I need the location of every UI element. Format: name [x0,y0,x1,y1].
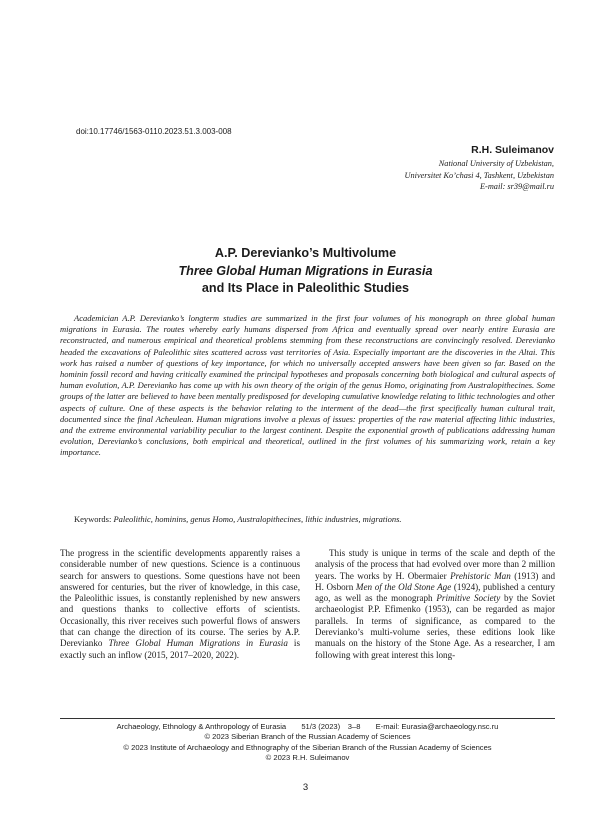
footer [60,722,555,764]
author-affiliation: National University of Uzbekistan, [438,159,554,168]
abstract: Academician A.P. Derevianko’s longterm studies are summarized in the first four volumes of his monograph on three global human migrations in Eurasia. The routes whereby early humans dispersed from Africa and eventually spread over nearly entire Eurasia are reconstructed, and numerous empirical and theoretical problems stemming from these reconstructions are convincingly resolved. Derevianko headed the excavations of Paleolithic sites scattered across vast territories of Asia. Especially important are the discoveries in the Altai. This work has raised a number of questions of key importance, for which no universally accepted answers have been given so far. Based on the hominin fossil record and having critically examined the principal hypotheses and proposals concerning both biological and cultural aspects of human evolution, A.P. Derevianko has come up with his own theory of the origin of the genus Homo, originating from Australopithecines. Some groups of the latter are believed to have been mentally predisposed for developing cumulative knowledge relating to lithic technologies and other aspects of culture. One of these aspects is the behavior relating to the interment of the dead—the first specifically human cultural trait, documented since the final Acheulean. Human migrations involve a plexus of issues: properties of the raw material affecting lithic industries, and the extreme environmental variability peculiar to the largest continent. Despite the exponential growth of publications addressing human evolution, Derevianko’s conclusions, both empirical and theoretical, outlined in the first volumes of his summarizing work, retain a key importance. [60,313,555,458]
title-line-3: and Its Place in Paleolithic Studies [201,281,410,295]
footer-journal-line: Archaeology, Ethnology & Anthropology of Eurasia 51/3 (2023) 3–8 E-mail: Eurasia@archaeology.nsc.ru [116,722,499,731]
right-text-2: (1913) and H. Osborn [315,570,555,592]
right-text-4: by the Soviet archaeologist P.P. Efimenko (1953), can be regarded as major parallels. In terms of significance, as compared to the Derevianko’s multi-volume series, these editions look like manuals on the history of the Stone Age. As a researcher, I am following with great interest this long- [315,593,556,660]
article-title [60,245,551,298]
title-line-1: A.P. Derevianko’s Multivolume [214,246,397,260]
author-address: Universitet Ko’chasi 4, Tashkent, Uzbekistan [404,170,554,180]
body-column-right [315,548,555,661]
page-number: 3 [302,782,309,793]
left-paragraph-text: The progress in the scientific developments apparently raises a considerable number of new questions. Science is a continuous search for answers to questions. Some questions have not been answered for centuries, but the river of knowledge, in this case, the Paleolithic issues, is constantly replenished by new answers and questions thanks to collective efforts of scientists. Occasionally, this river receives such powerful flows of answers that can change the direction of its course. The series by A.P. Derevianko [60,548,300,649]
right-text-1: This study is unique in terms of the scale and depth of the analysis of the process that had evolved over more than 2 million years. The works by H. Obermaier [315,548,555,581]
right-work-title-1: Prehistoric Man [450,570,511,581]
keywords [60,514,555,524]
left-paragraph-end: is exactly such an inflow (2015, 2017–2020, 2022). [60,638,300,660]
footer-copyright-3: © 2023 R.H. Suleimanov [265,753,350,763]
keywords-text: Paleolithic, hominins, genus Homo, Australopithecines, lithic industries, migrations. [113,514,402,524]
body-column-left [60,548,300,661]
title-line-2: Three Global Human Migrations in Eurasia [178,263,433,278]
keywords-label: Keywords: [74,514,112,524]
footer-divider [60,718,555,719]
right-text-3: (1924), published a century ago, as well as the monograph [315,581,556,604]
doi-line: doi:10.17746/1563-0110.2023.51.3.003-008 [76,127,232,136]
author-name: R.H. Suleimanov [471,144,554,156]
footer-copyright-1: © 2023 Siberian Branch of the Russian Academy of Sciences [204,732,411,742]
author-email[interactable]: E-mail: sr39@mail.ru [479,182,554,191]
left-paragraph-series-title: Three Global Human Migrations in Eurasia [108,638,288,649]
footer-copyright-2: © 2023 Institute of Archaeology and Ethnography of the Siberian Branch of the Russian Academy of Sciences [123,742,492,752]
author-block [405,144,555,193]
right-work-title-2: Men of the Old Stone Age [355,581,452,592]
right-work-title-3: Primitive Society [436,593,501,604]
